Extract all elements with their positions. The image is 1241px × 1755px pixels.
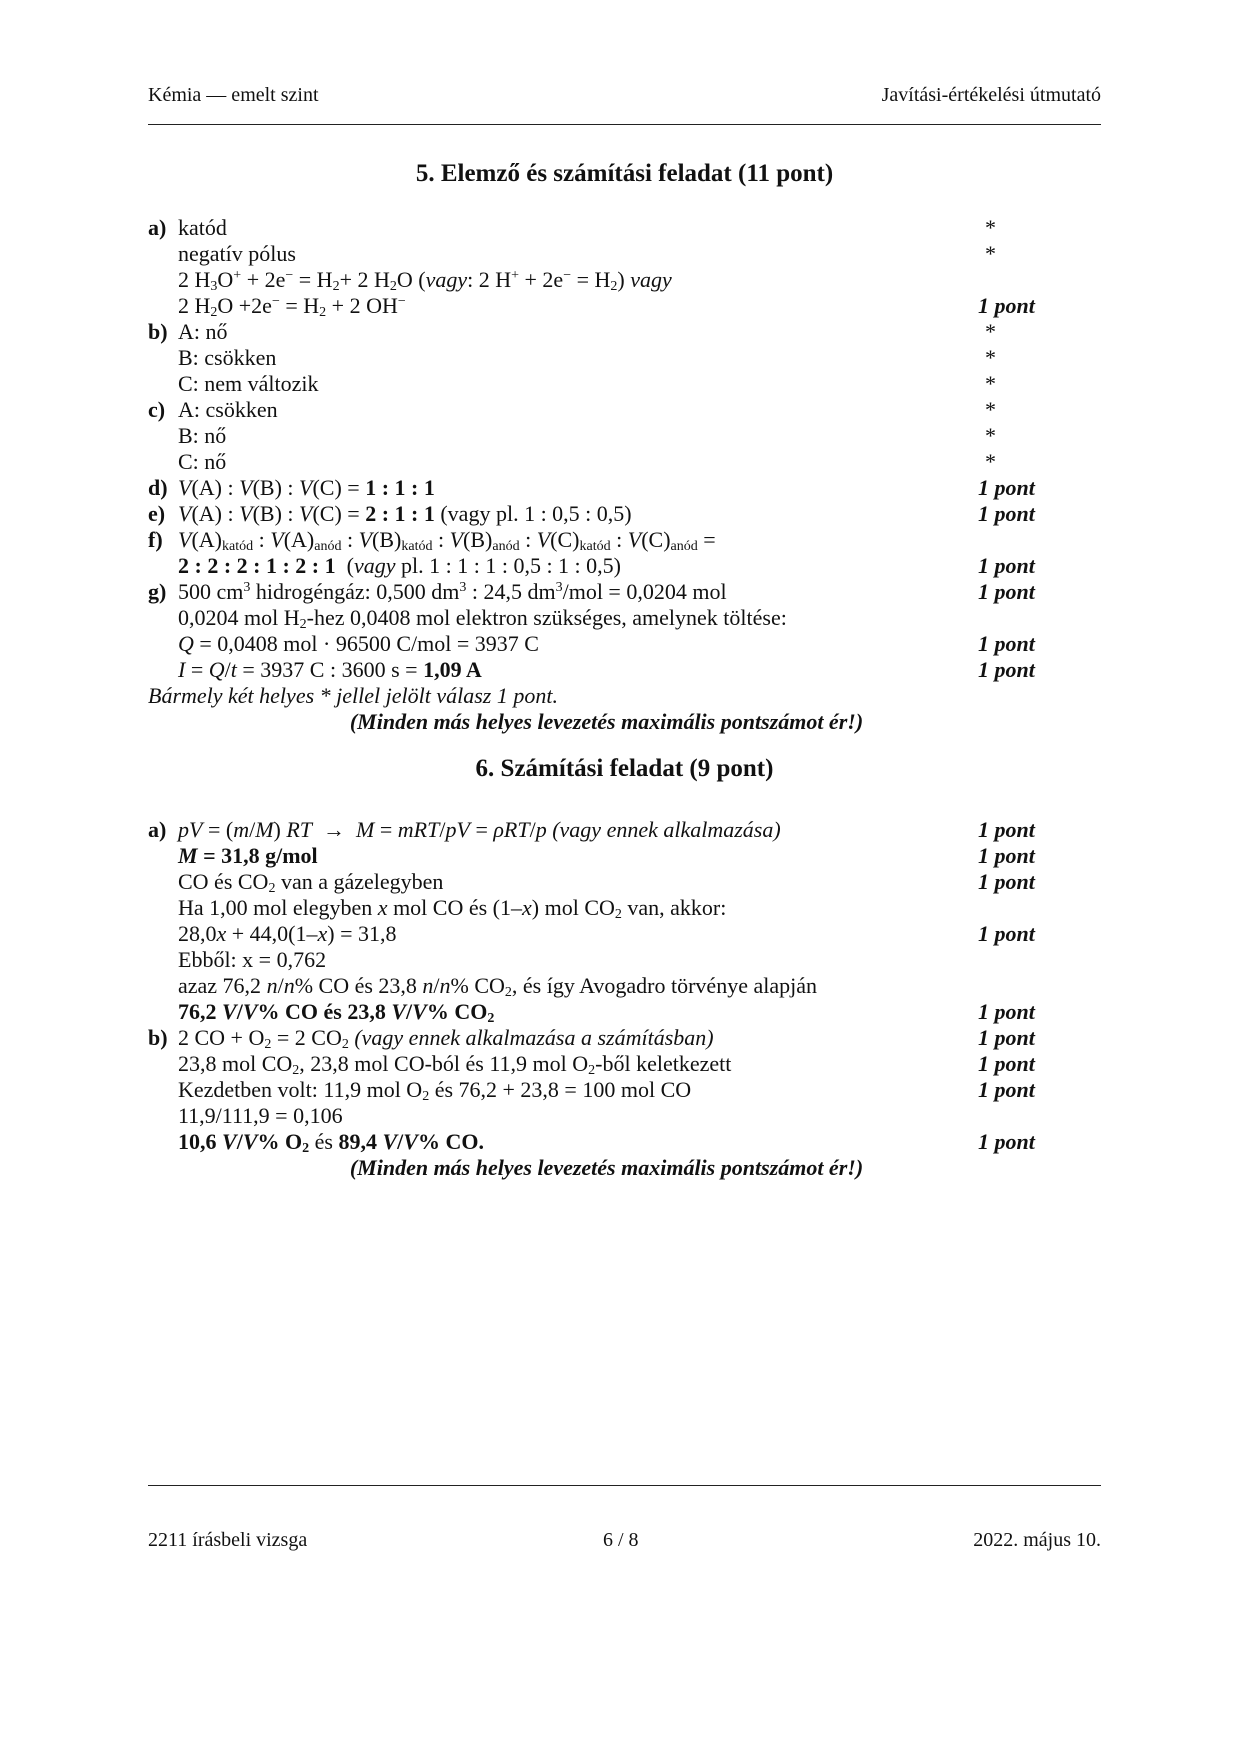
point-mark: 1 pont [978, 869, 1035, 894]
task5-row-a1 [148, 213, 1101, 242]
task6-a2-result: M = 31,8 g/mol [178, 843, 318, 868]
footer-exam-code: 2211 írásbeli vizsga [148, 1529, 308, 1551]
header-subject: Kémia — emelt szint [148, 84, 319, 106]
header-rule [148, 124, 1101, 125]
task6-row-a2 [148, 841, 1101, 870]
task6-row-a4 [148, 893, 1101, 922]
task5-row-f1 [148, 525, 1101, 554]
task5-label-c: c) [148, 397, 166, 422]
task5-label-f: f) [148, 527, 163, 552]
header-doc-type: Javítási-értékelési útmutató [881, 84, 1101, 106]
task5-a2-text: negatív pólus [178, 241, 296, 266]
task5-e-note: (vagy pl. 1 : 0,5 : 0,5) [440, 501, 632, 526]
task5-c1-text: A: csökken [178, 397, 278, 422]
task6-label-b: b) [148, 1025, 168, 1050]
task6-row-b5 [148, 1127, 1101, 1156]
task5-row-c1 [148, 395, 1101, 424]
point-mark: 1 pont [978, 999, 1035, 1024]
task5-c2-text: B: nő [178, 423, 227, 448]
footer-date: 2022. május 10. [973, 1529, 1101, 1551]
task5-label-b: b) [148, 319, 168, 344]
task5-row-f2 [148, 551, 1101, 580]
task5-star-note: Bármely két helyes * jellel jelölt válasz 1 pont. [148, 683, 558, 708]
footer-page-number: 6 / 8 [603, 1529, 639, 1551]
task6-b3-text: Kezdetben volt: 11,9 mol $O_2$ és 76,2 + 23,8 = 100 mol CO [178, 1077, 692, 1104]
task5-final-note-row [148, 707, 1101, 736]
point-mark: 1 pont [978, 817, 1035, 842]
task5-b2-text: B: csökken [178, 345, 277, 370]
task5-label-d: d) [148, 475, 168, 500]
point-mark: 1 pont [978, 475, 1035, 500]
point-mark: 1 pont [978, 501, 1035, 526]
task5-row-b2 [148, 343, 1101, 372]
task5-d-ratio: V(A) : V(B) : V(C) = 1 : 1 : 1 [178, 475, 435, 500]
star-mark: * [985, 423, 996, 448]
task5-row-a3 [148, 265, 1101, 294]
task5-row-a4 [148, 291, 1101, 320]
star-mark: * [985, 449, 996, 474]
point-mark: 1 pont [978, 1025, 1035, 1050]
task6-b5-result: 10,6 V/V% $O_2$ és 89,4 V/V% CO. [178, 1129, 484, 1156]
task6-row-a5 [148, 919, 1101, 948]
point-mark: 1 pont [978, 1129, 1035, 1154]
task5-row-b1 [148, 317, 1101, 346]
task5-b1-text: A: nő [178, 319, 228, 344]
task6-row-b3 [148, 1075, 1101, 1104]
task5-c3-text: C: nő [178, 449, 227, 474]
task5-f-ratio: 2 : 2 : 2 : 1 : 2 : 1 [178, 553, 336, 578]
task5-g1-text: 500 $cm^3$ hidrogéngáz: 0,500 $dm^3$ : 24,5 $dm^3$/mol = 0,0204 mol [178, 579, 727, 604]
task6-a4-text: Ha 1,00 mol elegyben x mol CO és (1–x) mol $CO_2$ van, akkor: [178, 895, 727, 922]
task5-a1-text: katód [178, 215, 227, 240]
task6-row-b4 [148, 1101, 1101, 1130]
task6-a7-text: azaz 76,2 n/n% CO és 23,8 n/n% $CO_2$, és így Avogadro törvénye alapján [178, 973, 817, 1000]
task5-row-e [148, 499, 1101, 528]
task6-row-a1 [148, 815, 1101, 844]
task5-row-b3 [148, 369, 1101, 398]
task6-row-b1 [148, 1023, 1101, 1052]
task6-a5-equation: 28,0x + 44,0(1–x) = 31,8 [178, 921, 397, 946]
point-mark: 1 pont [978, 579, 1035, 604]
task5-g4-result: 1,09 A [423, 657, 482, 682]
task6-a3-text: CO és $CO_2$ van a gázelegyben [178, 869, 444, 896]
point-mark: 1 pont [978, 293, 1035, 318]
task5-star-note-row [148, 681, 1101, 710]
task6-a3-tail: van a gázelegyben [280, 869, 444, 894]
task5-f1-expression: $V(A)_{katód}$ : $V(A)_{anód}$ : $V(B)_{katód}$ : $V(B)_{anód}$ : $V(C)_{katód}$ : $V(C)_{anód}$ = [178, 527, 716, 554]
task5-row-g4 [148, 655, 1101, 684]
task5-row-g2 [148, 603, 1101, 632]
star-mark: * [985, 319, 996, 344]
task6-a8-result: 76,2 V/V% CO és 23,8 V/V% $CO_2$ [178, 999, 495, 1026]
task5-title: 5. Elemző és számítási feladat (11 pont) [415, 160, 834, 187]
task6-b1-equation: 2 CO + $O_2 = 2$ $CO_2$ (vagy ennek alkalmazása a számításban) [178, 1025, 714, 1052]
task5-g3-text: Q = 0,0408 mol · 96500 C/mol = 3937 C [178, 631, 539, 656]
task6-label-a: a) [148, 817, 167, 842]
star-mark: * [985, 397, 996, 422]
task6-final-note-row [148, 1153, 1101, 1182]
task5-row-g1 [148, 577, 1101, 606]
task5-f2-ratio: 2 : 2 : 2 : 1 : 2 : 1 (vagy pl. 1 : 1 : 1 : 0,5 : 1 : 0,5) [178, 553, 621, 578]
task6-a6-text: Ebből: x = 0,762 [178, 947, 327, 972]
task5-g4-text: I = Q/t = 3937 C : 3600 s = 1,09 A [178, 657, 482, 682]
task5-a3-equation: 2 $H_3O^+ + 2e^- = H_2+ 2$ $H_2O$ (vagy: 2 $H^+ + 2e^- = H_2$) vagy [178, 267, 672, 294]
task6-row-a6 [148, 945, 1101, 974]
task6-row-b2 [148, 1049, 1101, 1078]
task5-label-e: e) [148, 501, 166, 526]
task5-a4-equation: 2 $H_2O +2e^- = H_2 + 2$ OH− [178, 293, 406, 320]
task5-label-a: a) [148, 215, 167, 240]
task6-final-note: (Minden más helyes levezetés maximális pontszámot ér!) [349, 1155, 864, 1180]
point-mark: 1 pont [978, 631, 1035, 656]
task6-title: 6. Számítási feladat (9 pont) [475, 755, 774, 782]
task6-b4-text: 11,9/111,9 = 0,106 [178, 1103, 343, 1128]
star-mark: * [985, 371, 996, 396]
task5-g2-text: 0,0204 mol $H_2$-hez 0,0408 mol elektron szükséges, amelynek töltése: [178, 605, 787, 632]
task5-label-g: g) [148, 579, 167, 604]
point-mark: 1 pont [978, 843, 1035, 868]
point-mark: 1 pont [978, 1077, 1035, 1102]
task5-row-g3 [148, 629, 1101, 658]
task5-e-ratio: V(A) : V(B) : V(C) = 2 : 1 : 1 (vagy pl. 1 : 0,5 : 0,5) [178, 501, 632, 526]
task5-row-d [148, 473, 1101, 502]
task6-row-a8 [148, 997, 1101, 1026]
task6-b2-text: 23,8 mol $CO_2$, 23,8 mol CO-ból és 11,9 mol $O_2$-ből keletkezett [178, 1051, 732, 1078]
point-mark: 1 pont [978, 1051, 1035, 1076]
point-mark: 1 pont [978, 921, 1035, 946]
task5-row-c3 [148, 447, 1101, 476]
task5-row-c2 [148, 421, 1101, 450]
task5-b3-text: C: nem változik [178, 371, 319, 396]
star-mark: * [985, 241, 996, 266]
star-mark: * [985, 215, 996, 240]
task5-row-a2 [148, 239, 1101, 268]
task6-row-a3 [148, 867, 1101, 896]
task5-final-note: (Minden más helyes levezetés maximális pontszámot ér!) [349, 709, 864, 734]
task6-row-a7 [148, 971, 1101, 1000]
point-mark: 1 pont [978, 657, 1035, 682]
footer-rule [148, 1485, 1101, 1486]
star-mark: * [985, 345, 996, 370]
task6-a1-equation: pV = (m/M) RT → M = mRT/pV = ρRT/p (vagy ennek alkalmazása) [178, 817, 781, 842]
point-mark: 1 pont [978, 553, 1035, 578]
task5-f-note: pl. 1 : 1 : 1 : 0,5 : 1 : 0,5) [401, 553, 621, 578]
